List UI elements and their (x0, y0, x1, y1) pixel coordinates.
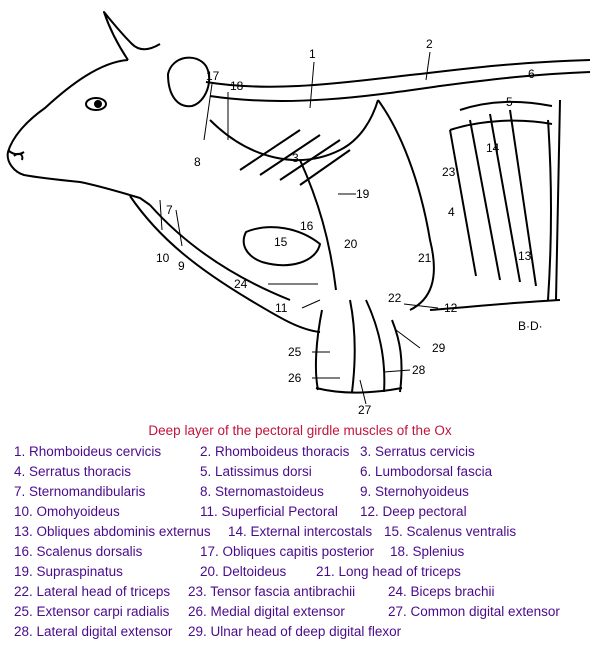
diagram-label: 23 (442, 165, 456, 179)
legend-item: 25. Extensor carpi radialis (14, 604, 170, 619)
legend-item: 26. Medial digital extensor (188, 604, 345, 619)
legend-item: 17. Obliques capitis posterior (200, 544, 375, 559)
legend-row (14, 604, 594, 624)
muscle-legend (14, 444, 594, 644)
diagram-label: 4 (448, 205, 455, 219)
figure-caption: Deep layer of the pectoral girdle muscles of the Ox (148, 423, 452, 438)
legend-item: 12. Deep pectoral (360, 504, 467, 519)
diagram-label: 5 (506, 95, 513, 109)
legend-item: 4. Serratus thoracis (14, 464, 132, 479)
legend-item: 1. Rhomboideus cervicis (14, 444, 162, 459)
diagram-label: 25 (288, 345, 302, 359)
legend-item: 15. Scalenus ventralis (384, 524, 517, 539)
diagram-label: 12 (444, 301, 458, 315)
diagram-label: 3 (292, 151, 299, 165)
legend-item: 3. Serratus cervicis (360, 444, 475, 459)
legend-item: 29. Ulnar head of deep digital flexor (188, 624, 402, 639)
diagram-label: 13 (518, 249, 532, 263)
diagram-label: 24 (234, 277, 248, 291)
diagram-label: 27 (358, 403, 372, 417)
legend-item: 2. Rhomboideus thoracis (200, 444, 350, 459)
diagram-label: 19 (356, 187, 370, 201)
legend-row (14, 444, 594, 464)
diagram-label: 7 (166, 203, 173, 217)
legend-item: 8. Sternomastoideus (200, 484, 324, 499)
diagram-label: 17 (206, 69, 220, 83)
diagram-label: 29 (432, 341, 446, 355)
diagram-labels (156, 37, 543, 417)
legend-item: 18. Splenius (390, 544, 465, 559)
diagram-label: 8 (194, 155, 201, 169)
diagram-label: 6 (528, 67, 535, 81)
diagram-label: 28 (412, 363, 426, 377)
diagram-label: 16 (300, 219, 314, 233)
legend-item: 23. Tensor fascia antibrachii (188, 584, 356, 599)
diagram-label: 22 (388, 291, 402, 305)
legend-item: 10. Omohyoideus (14, 504, 120, 519)
legend-row (14, 504, 594, 524)
legend-item: 24. Biceps brachii (388, 584, 495, 599)
signature: B·D· (518, 319, 543, 333)
legend-row (14, 464, 594, 484)
legend-item: 28. Lateral digital extensor (14, 624, 173, 639)
diagram-label: 2 (426, 37, 433, 51)
legend-row (14, 564, 594, 584)
diagram-label: 14 (486, 141, 500, 155)
diagram-label: 26 (288, 371, 302, 385)
diagram-label: 18 (230, 79, 244, 93)
legend-item: 7. Sternomandibularis (14, 484, 146, 499)
diagram-label: 1 (309, 47, 316, 61)
legend-row (14, 624, 594, 644)
legend-item: 5. Latissimus dorsi (200, 464, 312, 479)
legend-item: 19. Supraspinatus (14, 564, 123, 579)
legend-item: 22. Lateral head of triceps (14, 584, 171, 599)
diagram-label: 20 (344, 237, 358, 251)
diagram-label: 15 (274, 235, 288, 249)
ox-outline (8, 12, 590, 393)
legend-item: 13. Obliques abdominis externus (14, 524, 211, 539)
legend-item: 20. Deltoideus (200, 564, 287, 579)
legend-item: 14. External intercostals (228, 524, 373, 539)
legend-item: 21. Long head of triceps (316, 564, 461, 579)
legend-item: 16. Scalenus dorsalis (14, 544, 143, 559)
legend-row (14, 584, 594, 604)
diagram-label: 9 (178, 259, 185, 273)
legend-item: 27. Common digital extensor (388, 604, 560, 619)
diagram-label: 21 (418, 251, 432, 265)
legend-row (14, 484, 594, 504)
legend-item: 6. Lumbodorsal fascia (360, 464, 493, 479)
diagram-label: 11 (275, 301, 288, 315)
legend-item: 11. Superficial Pectoral (200, 504, 338, 519)
legend-row (14, 544, 594, 564)
legend-item: 9. Sternohyoideus (360, 484, 469, 499)
legend-row (14, 524, 594, 544)
diagram-label: 10 (156, 251, 170, 265)
